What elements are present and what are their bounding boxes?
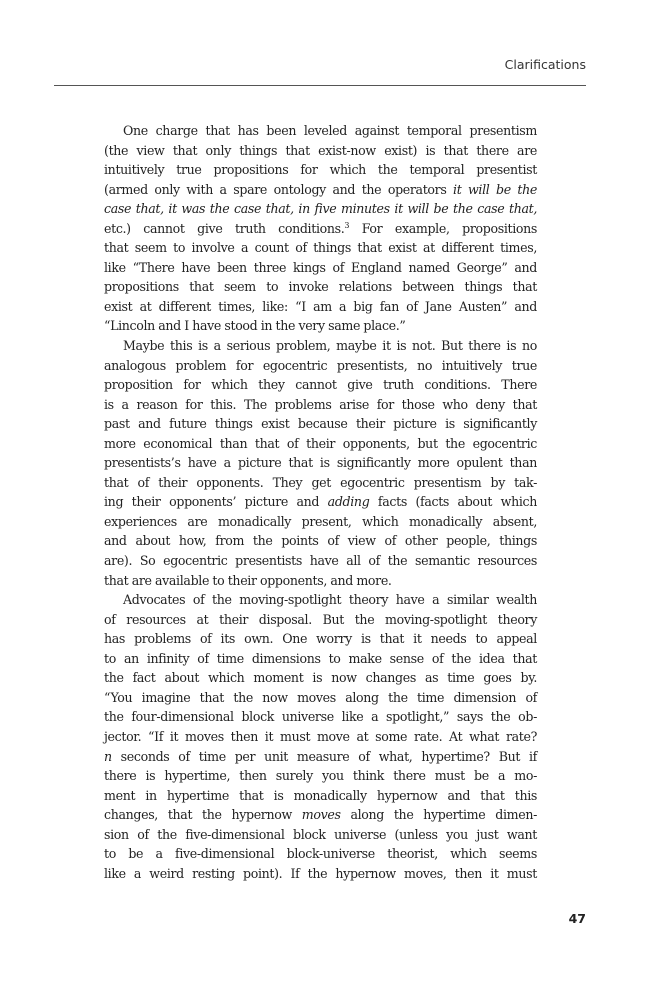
text-line: there is hypertime, then surely you think there must be a mo- bbox=[104, 768, 537, 784]
text-line: that are available to their opponents, and more. bbox=[104, 572, 392, 588]
text-line: past and future things exist because their picture is significantly bbox=[104, 416, 537, 432]
text-line: experiences are monadically present, which monadically absent, bbox=[104, 513, 537, 529]
text-line: intuitively true propositions for which the temporal presentist bbox=[104, 162, 537, 178]
text-line: like “There have been three kings of England named George” and bbox=[104, 259, 537, 275]
text-line: the four-dimensional block universe like a spotlight,” says the ob- bbox=[104, 709, 537, 725]
text-line: that seem to involve a count of things that exist at different times, bbox=[104, 240, 537, 256]
text-line: the fact about which moment is now changes as time goes by. bbox=[104, 670, 537, 686]
text-line: “You imagine that the now moves along the time dimension of bbox=[104, 689, 537, 705]
text-line: like a weird resting point). If the hypernow moves, then it must bbox=[104, 865, 537, 881]
text-line: (the view that only things that exist-now exist) is that there are bbox=[104, 142, 537, 158]
text-line: that of their opponents. They get egocentric presentism by tak- bbox=[104, 474, 537, 490]
text-line: jector. “If it moves then it must move at some rate. At what rate? bbox=[104, 728, 537, 744]
italic-text: moves bbox=[301, 807, 341, 823]
text-line: to an infinity of time dimensions to make sense of the idea that bbox=[104, 650, 537, 666]
text-line: and about how, from the points of view of other people, things bbox=[104, 533, 537, 549]
text-line: is a reason for this. The problems arise for those who deny that bbox=[104, 396, 537, 412]
text-line: proposition for which they cannot give truth conditions. There bbox=[104, 377, 537, 393]
text-line: n seconds of time per unit measure of what, hypertime? But if bbox=[104, 748, 537, 764]
text-line: changes, that the hypernow moves along the hypertime dimen- bbox=[104, 807, 537, 823]
body-text bbox=[104, 121, 537, 883]
text-line: One charge that has been leveled against temporal presentism bbox=[123, 123, 537, 138]
text-line: “Lincoln and I have stood in the very same place.” bbox=[104, 318, 406, 334]
running-head: Clarifications bbox=[504, 57, 586, 72]
header-rule bbox=[54, 85, 586, 86]
text-line: sion of the five-dimensional block universe (unless you just want bbox=[104, 826, 537, 842]
text-line: of resources at their disposal. But the moving-spotlight theory bbox=[104, 611, 537, 627]
text-line: (armed only with a spare ontology and the operators it will be the bbox=[104, 181, 537, 197]
text-line: to be a five-dimensional block-universe theorist, which seems bbox=[104, 846, 537, 862]
text-line: presentists’s have a picture that is significantly more opulent than bbox=[104, 455, 537, 471]
text-line: propositions that seem to invoke relations between things that bbox=[104, 279, 537, 295]
text-line: are). So egocentric presentists have all of the semantic resources bbox=[104, 553, 537, 569]
footnote-marker: 3 bbox=[344, 220, 350, 230]
text-line: etc.) cannot give truth conditions.$^3$ For example, propositions bbox=[104, 220, 537, 236]
text-line: more economical than that of their opponents, but the egocentric bbox=[104, 435, 537, 451]
italic-text: it will be the bbox=[453, 181, 537, 197]
text-line bbox=[104, 199, 537, 219]
text-line: ing their opponents’ picture and adding facts (facts about which bbox=[104, 494, 537, 510]
italic-text: n bbox=[104, 748, 112, 764]
italic-text: case that, it was the case that, in five minutes it will be the case that, bbox=[104, 201, 537, 217]
text-line: Maybe this is a serious problem, maybe it is not. But there is no bbox=[123, 338, 537, 354]
text-line: has problems of its own. One worry is that it needs to appeal bbox=[104, 631, 537, 647]
text-line: exist at different times, like: “I am a big fan of Jane Austen” and bbox=[104, 298, 537, 314]
text-line: analogous problem for egocentric presentists, no intuitively true bbox=[104, 357, 537, 373]
page-number: 47 bbox=[568, 911, 586, 926]
text-line: ment in hypertime that is monadically hypernow and that this bbox=[104, 787, 537, 803]
italic-text: adding bbox=[327, 494, 370, 510]
text-line: Advocates of the moving-spotlight theory have a similar wealth bbox=[123, 592, 537, 608]
